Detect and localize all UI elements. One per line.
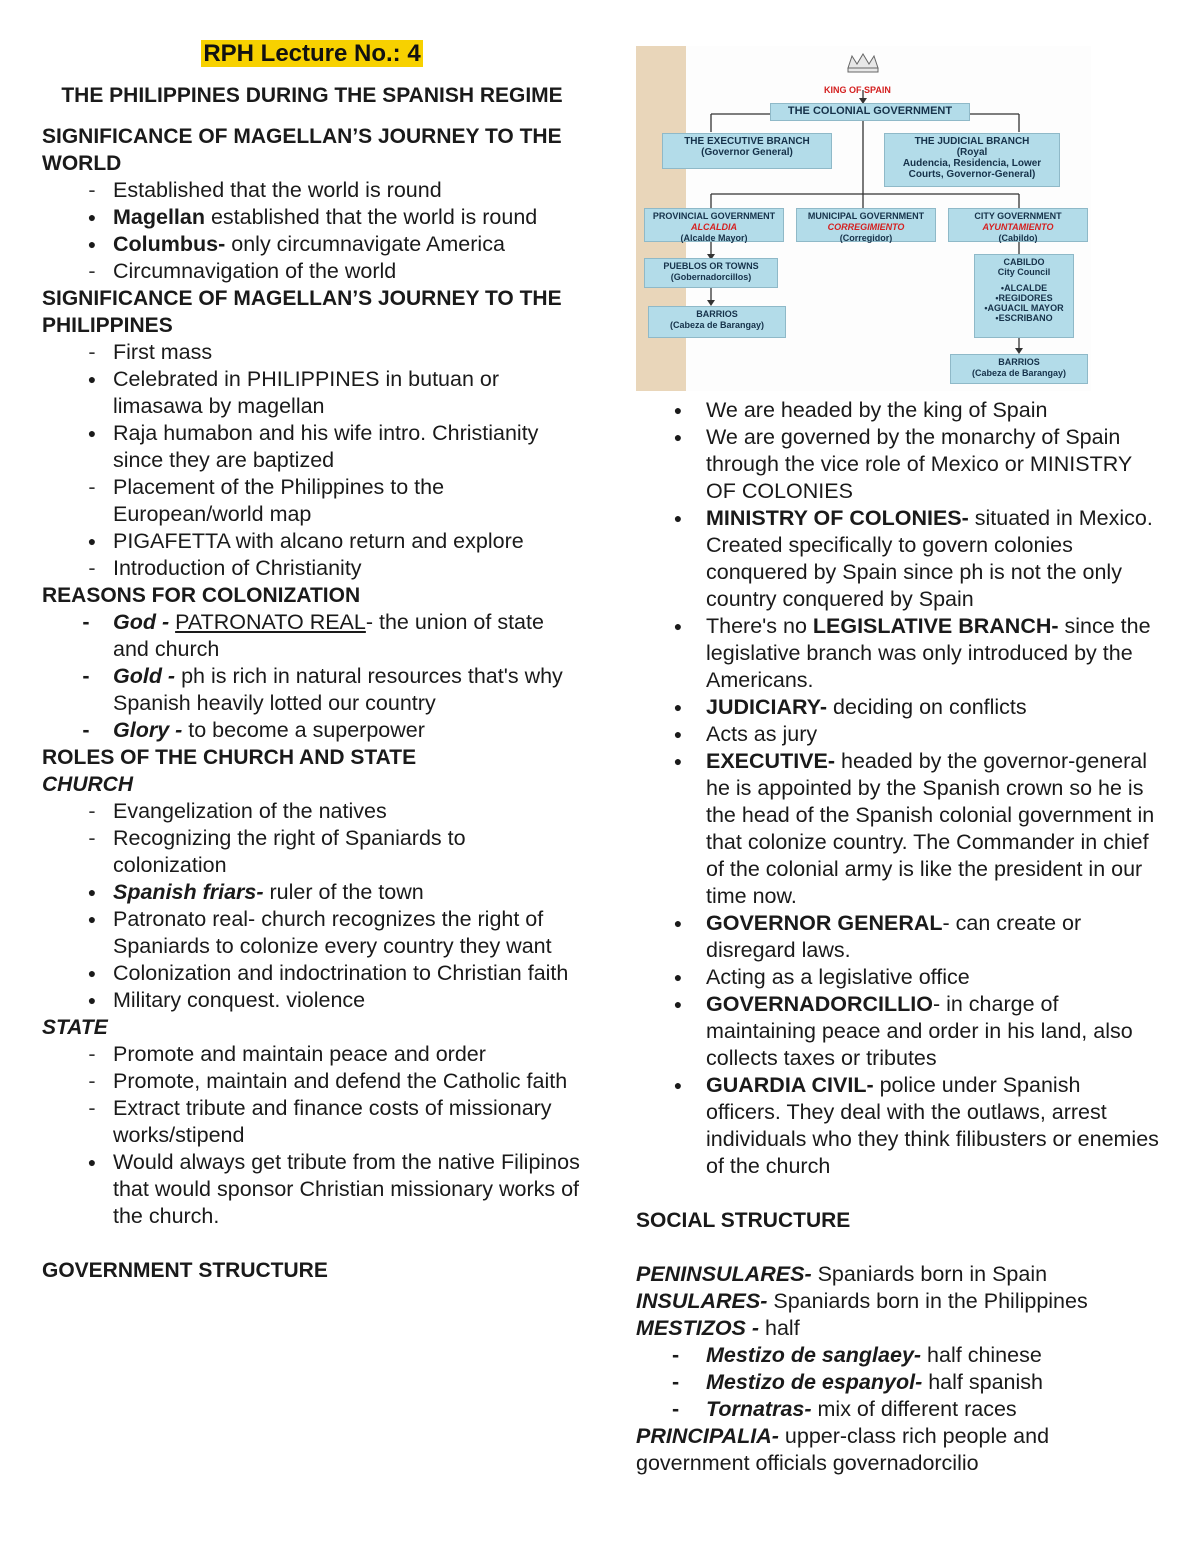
cabildo-box: CABILDO City Council •ALCALDE •REGIDORES •AGUACIL MAYOR •ESCRIBANO: [974, 254, 1074, 338]
list-reasons: [42, 609, 582, 744]
bullet-icon: ●: [673, 510, 683, 526]
list-item: - First mass: [42, 339, 582, 366]
social-principalia: PRINCIPALIA- upper-class rich people and government officials governadorcilio: [636, 1424, 1050, 1475]
list-state: [42, 1041, 582, 1230]
bullet-icon: ●: [673, 969, 683, 985]
list-item: - Recognizing the right of Spaniards to colonization: [42, 825, 582, 879]
section-heading-philippines: SIGNIFICANCE OF MAGELLAN’S JOURNEY TO THE PHILIPPINES: [42, 287, 562, 337]
list-government: [636, 397, 1161, 1180]
list-item: - Mestizo de sanglaey- half chinese: [672, 1343, 1042, 1367]
list-item: - Introduction of Christianity: [42, 555, 582, 582]
bullet-icon: ●: [673, 1077, 683, 1093]
list-item: - Mestizo de espanyol- half spanish: [672, 1370, 1043, 1394]
section-heading-social: SOCIAL STRUCTURE: [636, 1209, 851, 1232]
bullet-icon: ●: [87, 209, 97, 225]
dash-marker: -: [672, 1370, 680, 1394]
list-item: ● Acting as a legislative office: [636, 964, 1161, 991]
list-item: ● GOVERNADORCILLIO- in charge of maintaining peace and order in his land, also collects taxes or tributes: [636, 991, 1161, 1072]
list-item: ● GUARDIA CIVIL- police under Spanish officers. They deal with the outlaws, arrest individuals who they think filibusters or enemies of the church: [636, 1072, 1161, 1180]
bullet-icon: ●: [673, 996, 683, 1012]
bullet-icon: ●: [673, 753, 683, 769]
right-column: [636, 46, 1161, 1477]
dash-marker: -: [82, 718, 90, 742]
dash-marker: -: [82, 610, 90, 634]
list-item: ● EXECUTIVE- headed by the governor-general he is appointed by the Spanish crown so he is the head of the Spanish colonial government in that colonize country. The Commander in chief of the colonial army is like the president in our time now.: [636, 748, 1161, 910]
dash-marker: -: [88, 475, 96, 499]
government-structure-diagram: [636, 46, 1091, 391]
list-item: - God - PATRONATO REAL- the union of state and church: [42, 609, 582, 663]
list-item: ● Patronato real- church recognizes the right of Spaniards to colonize every country they want: [42, 906, 582, 960]
section-heading-roles: ROLES OF THE CHURCH AND STATE: [42, 746, 417, 769]
list-church: [42, 798, 582, 1014]
list-item: ● Spanish friars- ruler of the town: [42, 879, 582, 906]
bullet-icon: ●: [673, 402, 683, 418]
spacer: [636, 1234, 1161, 1261]
bullet-icon: ●: [673, 618, 683, 634]
list-item: ● Raja humabon and his wife intro. Christianity since they are baptized: [42, 420, 582, 474]
list-item: - Glory - to become a superpower: [42, 717, 582, 744]
dash-marker: -: [672, 1343, 680, 1367]
spacer: [42, 1230, 582, 1257]
dash-marker: -: [88, 1096, 96, 1120]
list-item: ● We are headed by the king of Spain: [636, 397, 1161, 424]
list-mestizos: [636, 1342, 1161, 1423]
dash-marker: -: [82, 664, 90, 688]
list-item: - Extract tribute and finance costs of missionary works/stipend: [42, 1095, 582, 1149]
list-item: ● Columbus- only circumnavigate America: [42, 231, 582, 258]
social-mestizos: MESTIZOS - half: [636, 1316, 800, 1340]
crown-icon: [848, 54, 878, 72]
social-insulares: INSULARES- Spaniards born in the Philippines: [636, 1289, 1088, 1313]
dash-marker: -: [88, 556, 96, 580]
list-item: ● Colonization and indoctrination to Christian faith: [42, 960, 582, 987]
barrios-city-box: BARRIOS (Cabeza de Barangay): [950, 354, 1088, 384]
list-item: - Evangelization of the natives: [42, 798, 582, 825]
bullet-icon: ●: [87, 236, 97, 252]
list-item: ● MINISTRY OF COLONIES- situated in Mexico. Created specifically to govern colonies conquered by Spain since ph is not the only country conquered by Spain: [636, 505, 1161, 613]
list-world: [42, 177, 582, 285]
colonial-government-box: THE COLONIAL GOVERNMENT: [770, 103, 970, 121]
list-item: ● We are governed by the monarchy of Spain through the vice role of Mexico or MINISTRY OF COLONIES: [636, 424, 1161, 505]
list-item: - Promote and maintain peace and order: [42, 1041, 582, 1068]
municipal-government-box: MUNICIPAL GOVERNMENT CORREGIMIENTO (Corregidor): [796, 208, 936, 242]
dash-marker: -: [88, 259, 96, 283]
section-heading-world: SIGNIFICANCE OF MAGELLAN’S JOURNEY TO THE WORLD: [42, 125, 562, 175]
bullet-icon: ●: [87, 965, 97, 981]
king-of-spain-label: KING OF SPAIN: [824, 85, 891, 95]
dash-marker: -: [88, 1069, 96, 1093]
list-item: ● GOVERNOR GENERAL- can create or disregard laws.: [636, 910, 1161, 964]
provincial-government-box: PROVINCIAL GOVERNMENT ALCALDIA (Alcalde Mayor): [644, 208, 784, 242]
barrios-box: BARRIOS (Cabeza de Barangay): [648, 306, 786, 338]
dash-marker: -: [672, 1397, 680, 1421]
dash-marker: -: [88, 340, 96, 364]
list-item: ● JUDICIARY- deciding on conflicts: [636, 694, 1161, 721]
church-label: CHURCH: [42, 773, 133, 796]
pueblos-box: PUEBLOS OR TOWNS (Gobernadorcillos): [644, 258, 778, 288]
list-item: ● Military conquest. violence: [42, 987, 582, 1014]
bullet-icon: ●: [673, 429, 683, 445]
executive-branch-box: THE EXECUTIVE BRANCH (Governor General): [662, 133, 832, 169]
list-item: ● Celebrated in PHILIPPINES in butuan or limasawa by magellan: [42, 366, 582, 420]
list-item: ● PIGAFETTA with alcano return and explore: [42, 528, 582, 555]
lecture-number-wrap: [42, 40, 582, 68]
list-item: - Tornatras- mix of different races: [672, 1397, 1017, 1421]
bullet-icon: ●: [87, 1154, 97, 1170]
list-item: - Placement of the Philippines to the European/world map: [42, 474, 582, 528]
list-item: ● Acts as jury: [636, 721, 1161, 748]
bullet-icon: ●: [87, 884, 97, 900]
state-label: STATE: [42, 1016, 108, 1039]
bullet-icon: ●: [87, 911, 97, 927]
dash-marker: -: [88, 1042, 96, 1066]
dash-marker: -: [88, 826, 96, 850]
list-item: ● There's no LEGISLATIVE BRANCH- since the legislative branch was only introduced by the Americans.: [636, 613, 1161, 694]
bullet-icon: ●: [87, 992, 97, 1008]
spacer: [636, 1180, 1161, 1207]
bullet-icon: ●: [673, 699, 683, 715]
bullet-icon: ●: [673, 915, 683, 931]
bullet-icon: ●: [87, 425, 97, 441]
list-philippines: [42, 339, 582, 582]
list-item: ● Would always get tribute from the native Filipinos that would sponsor Christian missionary works of the church.: [42, 1149, 582, 1230]
city-government-box: CITY GOVERNMENT AYUNTAMIENTO (Cabildo): [948, 208, 1088, 242]
social-peninsulares: PENINSULARES- Spaniards born in Spain: [636, 1262, 1048, 1286]
bullet-icon: ●: [87, 533, 97, 549]
document-title: THE PHILIPPINES DURING THE SPANISH REGIME: [61, 84, 563, 107]
bullet-icon: ●: [673, 726, 683, 742]
lecture-number: RPH Lecture No.: 4: [203, 40, 421, 67]
list-item: - Gold - ph is rich in natural resources that's why Spanish heavily lotted our country: [42, 663, 582, 717]
list-item: ● Magellan established that the world is round: [42, 204, 582, 231]
list-item: - Promote, maintain and defend the Catholic faith: [42, 1068, 582, 1095]
list-item: - Established that the world is round: [42, 177, 582, 204]
bullet-icon: ●: [87, 371, 97, 387]
list-item: - Circumnavigation of the world: [42, 258, 582, 285]
left-column: [42, 40, 582, 1284]
dash-marker: -: [88, 178, 96, 202]
section-heading-government: GOVERNMENT STRUCTURE: [42, 1259, 328, 1282]
section-heading-reasons: REASONS FOR COLONIZATION: [42, 584, 361, 607]
dash-marker: -: [88, 799, 96, 823]
judicial-branch-box: THE JUDICIAL BRANCH (Royal Audencia, Residencia, Lower Courts, Governor-General): [884, 133, 1060, 187]
